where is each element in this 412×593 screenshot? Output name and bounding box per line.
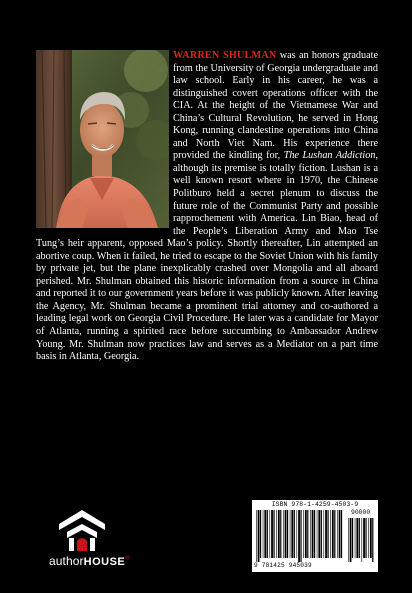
- barcode-bar: [267, 510, 268, 558]
- barcode-bar: [263, 510, 264, 558]
- barcode-bar: [332, 510, 334, 558]
- publisher-name-part1: author: [49, 554, 84, 568]
- barcode-bar: [307, 510, 308, 558]
- barcode-bar: [368, 518, 369, 558]
- barcode-bar: [276, 510, 277, 558]
- bio-text-part1: was an honors graduate from the University of Georgia undergraduate and law school. Early in his career, he was a distinguished covert operations officer with the CIA. At the height of the Vietnamese War and China’s Cultural Revolution, he served in Hong Kong, running clandestine operations into China and North Viet Nam. His experience there provided the kindling for,: [173, 50, 378, 162]
- barcode-bar: [314, 510, 315, 558]
- barcode-bar: [271, 510, 273, 558]
- barcode-bar: [256, 510, 257, 562]
- publisher-name-part2: HOUSE: [83, 556, 126, 568]
- bio-text-part2: , although its premise is totally fiction. Lushan is a well known resort where in 1970, the Chinese Politburo held a secret plenum to discuss the future role of the Communist Party and possible rapprochement with America. Lin Biao, head of the People’s Liberation Army and Mao Tse Tung’s heir apparent, opposed Mao’s policy. Shortly thereafter, Lin attempted an abortive coup. When it failed, he tried to escape to the Soviet Union with his family by private jet, but the plane inexplicably crashed over Mongolia and all aboard perished. Mr. Shulman obtained this historic information from a source in China and reported it to our government years before it was publicly known. After leaving the Agency, Mr. Shulman became a prominent trial attorney and co-authored a leading legal work on Georgia Civil Procedure. He later was a candidate for Mayor of Atlanta, running a spirited race before succumbing to Ambassador Andrew Young. Mr. Shulman now practices law and serves as a Mediator on a part time basis in Atlanta, Georgia.: [36, 150, 378, 363]
- barcode-bar: [359, 518, 360, 558]
- barcode-bar: [305, 510, 307, 558]
- house-shelter-icon: [55, 508, 109, 552]
- barcode-bar: [280, 510, 281, 558]
- barcode-bar: [260, 510, 261, 558]
- book-title: The Lushan Addiction: [283, 150, 376, 162]
- barcode-bar: [356, 518, 358, 558]
- publisher-logo: [49, 508, 130, 576]
- barcode-bar: [363, 518, 365, 558]
- price-addon-bars: [348, 518, 374, 566]
- barcode-bar: [352, 518, 353, 558]
- barcode-bar: [362, 518, 363, 562]
- barcode-bar: [297, 510, 298, 558]
- barcode-bar: [290, 510, 291, 558]
- barcode-bar: [287, 510, 288, 558]
- price-code: 90000: [351, 509, 371, 516]
- barcode-bar: [355, 518, 356, 558]
- barcode-bar: [294, 510, 295, 558]
- author-bio: [36, 50, 378, 364]
- barcode-bar: [339, 510, 341, 558]
- barcode-bar: [283, 510, 284, 558]
- barcode-bar: [300, 510, 301, 562]
- photo-wrap-spacer: [36, 50, 173, 234]
- barcode-bar: [317, 510, 318, 558]
- barcode-bar: [278, 510, 280, 558]
- barcode-bar: [341, 510, 342, 558]
- barcode-bar: [348, 518, 349, 562]
- isbn-text: ISBN 978-1-4259-4503-9: [271, 501, 359, 508]
- author-name: WARREN SHULMAN: [173, 50, 277, 61]
- barcode-bar: [310, 510, 311, 558]
- barcode-bar: [337, 510, 338, 558]
- barcode-bar: [370, 518, 372, 558]
- barcode-bar: [365, 518, 366, 558]
- isbn-barcode: [252, 500, 378, 572]
- barcode-bar: [350, 518, 352, 562]
- barcode-bar: [372, 518, 373, 562]
- publisher-name: [49, 554, 130, 568]
- ean-barcode-bars: [256, 510, 344, 562]
- barcode-bar: [324, 510, 325, 558]
- barcode-bar: [312, 510, 314, 558]
- barcode-digits: 9 781425 945039: [254, 562, 312, 569]
- barcode-bar: [334, 510, 335, 558]
- barcode-bar: [330, 510, 331, 558]
- barcode-bar: [303, 510, 304, 558]
- registered-mark: ®: [125, 556, 130, 562]
- barcode-bar: [325, 510, 327, 558]
- barcode-bar: [258, 510, 260, 562]
- barcode-bar: [318, 510, 320, 558]
- barcode-bar: [327, 510, 328, 558]
- barcode-bar: [291, 510, 293, 558]
- barcode-bar: [321, 510, 322, 558]
- barcode-bar: [270, 510, 271, 558]
- barcode-bar: [298, 510, 300, 562]
- barcode-bar: [273, 510, 274, 558]
- barcode-bar: [285, 510, 287, 558]
- barcode-bar: [264, 510, 266, 558]
